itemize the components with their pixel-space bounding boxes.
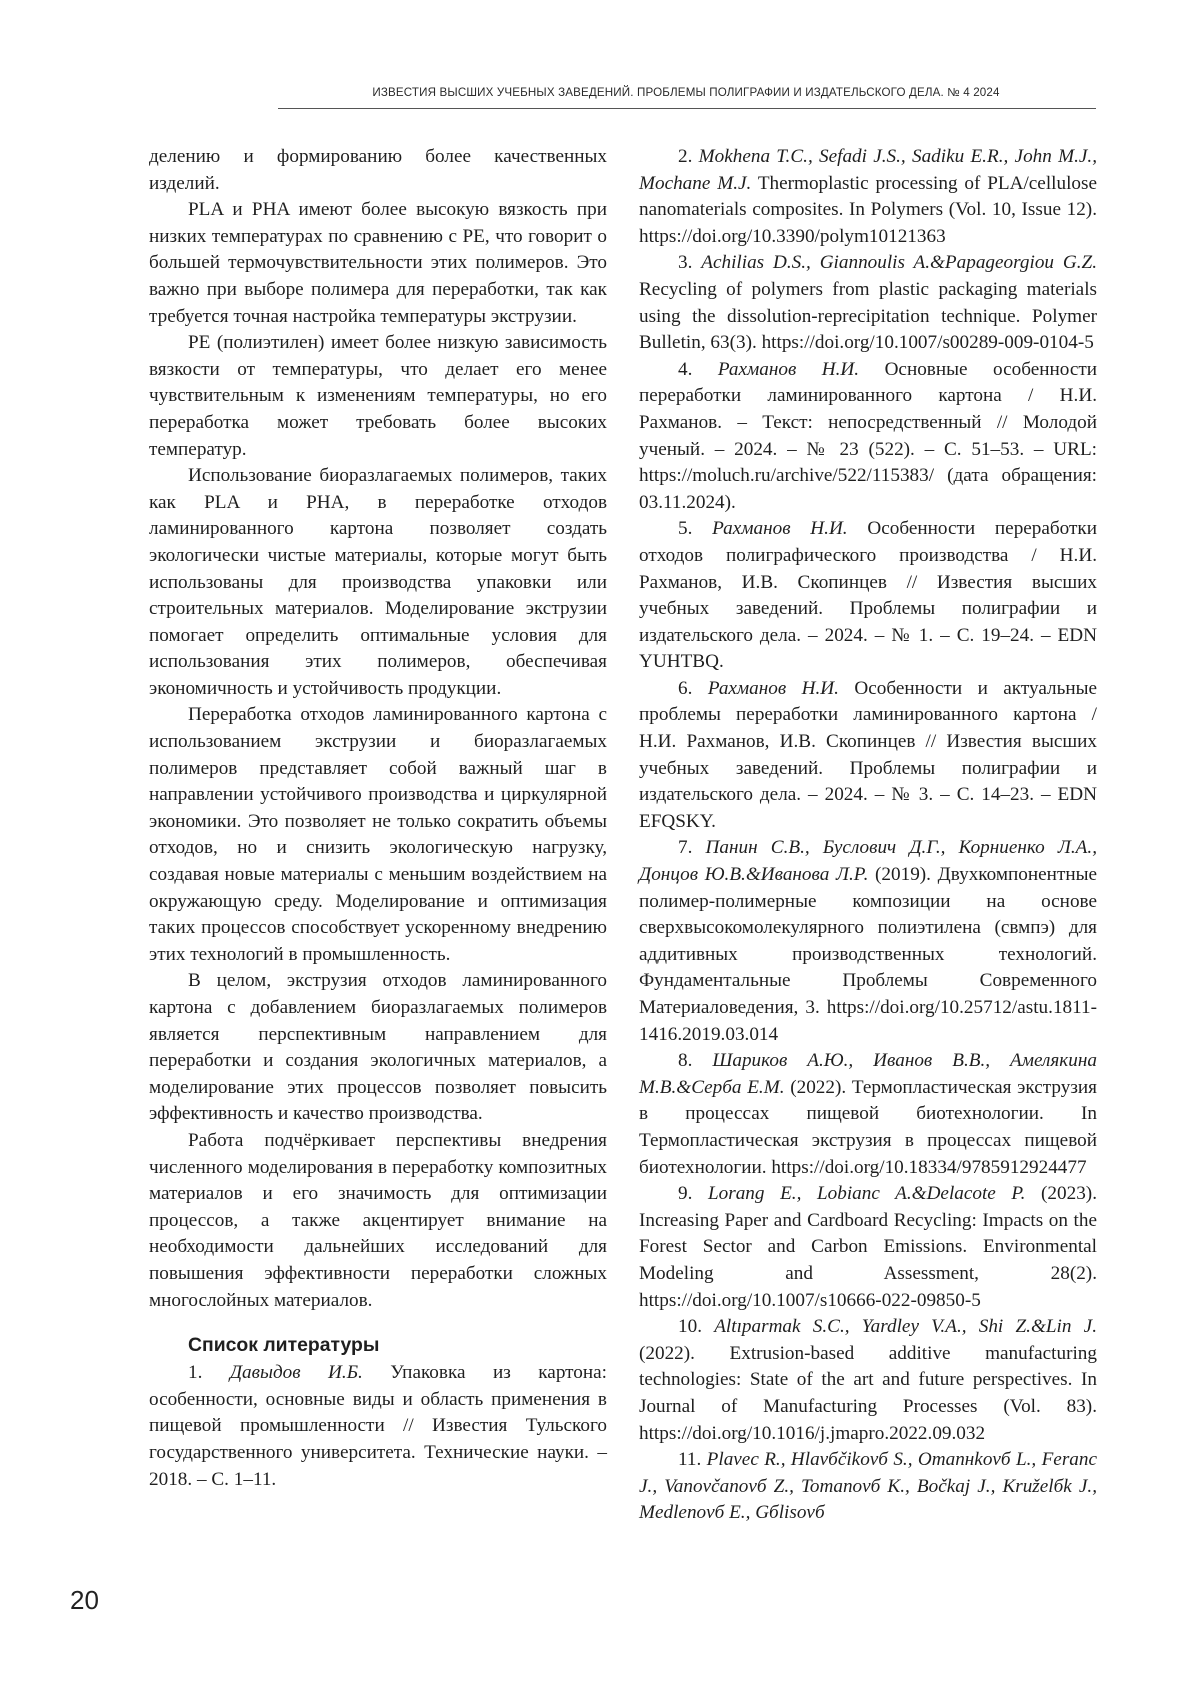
running-header: ИЗВЕСТИЯ ВЫСШИХ УЧЕБНЫХ ЗАВЕДЕНИЙ. ПРОБЛЕМЫ ПОЛИГРАФИИ И ИЗДАТЕЛЬСКОГО ДЕЛА. № 4 2024	[372, 86, 1000, 99]
page-number: 20	[70, 1585, 99, 1615]
reference-text: (2022). Extrusion-based additive manufacturing technologies: State of the art and future perspectives. In Journal of Manufacturing Processes (Vol. 83). https://doi.org/10.1016/j.jmapro.2022.09.032	[639, 1342, 1097, 1444]
left-column	[149, 144, 607, 1493]
reference-authors: Панин С.В., Буслович Д.Г., Корниенко Л.А., Донцов Ю.В.&Иванова Л.Р.	[639, 837, 1097, 886]
reference-authors: Рахманов Н.И.	[717, 358, 860, 380]
reference-authors: Mokhena T.C., Sefadi J.S., Sadiku E.R., John M.J., Mochane M.J.	[639, 146, 1098, 194]
reference-number: 9.	[678, 1183, 708, 1205]
reference-text: Thermoplastic processing of PLA/cellulose nanomaterials composites. In Polymers (Vol. 10, Issue 12). https://doi.org/10.3390/polym10121363	[639, 172, 1097, 247]
reference-item	[639, 250, 1097, 356]
right-column	[639, 144, 1097, 1527]
reference-text: Особенности переработки отходов полиграфического производства / Н.И. Рахманов, И.В. Скопинцев // Известия высших учебных заведений. Проблемы полиграфии и издательского дела. – 2024. – № 1. – С. 19–24. – EDN YUHTBQ.	[639, 518, 1097, 673]
reference-text: (2023). Increasing Paper and Cardboard Recycling: Impacts on the Forest Sector and Carbon Emissions. Environmental Modeling and Assessment, 28(2). https://doi.org/10.1007/s10666-022-09850-5	[639, 1183, 1097, 1311]
references-heading: Список литературы	[188, 1334, 380, 1357]
reference-authors: Lorang E., Lobianc A.&Delacote P.	[707, 1183, 1026, 1205]
reference-text: Особенности и актуальные проблемы переработки ламинированного картона / Н.И. Рахманов, И.В. Скопинцев // Известия высших учебных заведений. Проблемы полиграфии и издательского дела. – 2024. – № 3. – С. 14–23. – EDN EFQSKY.	[639, 677, 1098, 832]
reference-number: 11.	[678, 1449, 707, 1471]
reference-item	[149, 1360, 607, 1493]
reference-number: 10.	[678, 1316, 715, 1338]
reference-text: (2019). Двухкомпонентные полимер-полимерные композиции на основе сверхвысокомолекулярного полиэтилена (свмпэ) для аддитивных производственных технологий. Фундаментальные Проблемы Современного Материаловедения, 3. https://doi.org/10.25712/astu.1811-1416.2019.03.014	[639, 864, 1098, 1045]
reference-number: 6.	[678, 677, 708, 699]
reference-text: Упаковка из картона: особенности, основные виды и область применения в пищевой промышленности // Известия Тульского государственного университета. Технические науки. – 2018. – С. 1–11.	[149, 1362, 607, 1490]
reference-text: Recycling of polymers from plastic packaging materials using the dissolution-reprecipitation technique. Polymer Bulletin, 63(3). https://doi.org/10.1007/s00289-009-0104-5	[639, 278, 1097, 354]
reference-item	[639, 144, 1097, 250]
body-paragraph: В целом, экструзия отходов ламинированного картона с добавлением биоразлагаемых полимеров является перспективным направлением для переработки и создания экологичных материалов, а моделирование этих процессов позволяет повысить эффективность и качество производства.	[149, 970, 607, 1125]
reference-authors: Давыдов И.Б.	[229, 1362, 363, 1384]
reference-item	[639, 516, 1097, 676]
reference-authors: Рахманов Н.И.	[712, 518, 848, 540]
reference-number: 4.	[678, 358, 718, 380]
reference-number: 3.	[678, 252, 702, 274]
reference-text: (2022). Термопластическая экструзия в процессах пищевой биотехнологии. In Термопластическая экструзия в процессах пищевой биотехнологии. https://doi.org/10.18334/9785912924477	[639, 1076, 1097, 1178]
reference-item	[639, 835, 1097, 1048]
reference-number: 7.	[678, 837, 706, 859]
reference-item	[639, 1314, 1097, 1447]
body-paragraph: PE (полиэтилен) имеет более низкую зависимость вязкости от температуры, что делает его менее чувствительным к изменениям температуры, но его переработка может требовать более высоких температур.	[149, 332, 607, 460]
reference-authors: Plavec R., Hlavбčikovб S., Omanнkovб L., Feranc J., Vanovčanovб Z., Tomanovб K., Bočkaj J., Kruželбk J., Medlenovб E., Gбlisovб	[639, 1449, 1097, 1524]
reference-number: 2.	[678, 146, 699, 167]
reference-authors: Altıparmak S.C., Yardley V.A., Shi Z.&Lin J.	[714, 1316, 1097, 1338]
body-paragraph: Использование биоразлагаемых полимеров, таких как PLA и PHA, в переработке отходов ламинированного картона позволяет создать экологически чистые материалы, которые могут быть использованы для производства упаковки или строительных материалов. Моделирование экструзии помогает определить оптимальные условия для использования этих полимеров, обеспечивая экономичность и устойчивость продукции.	[149, 465, 607, 699]
reference-item	[639, 357, 1097, 517]
reference-item	[639, 1048, 1097, 1181]
reference-number: 5.	[678, 518, 713, 540]
reference-item	[639, 1181, 1097, 1314]
body-paragraph: PLA и PHA имеют более высокую вязкость при низких температурах по сравнению с PE, что говорит о большей термочувствительности этих полимеров. Это важно при выборе полимера для переработки, так как требуется точная настройка температуры экструзии.	[149, 199, 607, 327]
reference-authors: Рахманов Н.И.	[707, 677, 839, 699]
reference-item	[639, 676, 1097, 836]
body-paragraph: Работа подчёркивает перспективы внедрения численного моделирования в переработку композитных материалов и его значимость для оптимизации процессов, а также акцентирует внимание на необходимости дальнейших исследований для повышения эффективности переработки сложных многослойных материалов.	[149, 1129, 607, 1311]
reference-number: 1.	[188, 1362, 230, 1384]
reference-authors: Achilias D.S., Giannoulis A.&Papageorgiou G.Z.	[701, 252, 1097, 274]
body-paragraph: делению и формированию более качественных изделий.	[149, 146, 607, 194]
reference-authors: Шариков А.Ю., Иванов В.В., Амелякина М.В.&Серба Е.М.	[639, 1050, 1097, 1098]
body-paragraph: Переработка отходов ламинированного картона с использованием экструзии и биоразлагаемых полимеров представляет собой важный шаг в направлении устойчивого производства и циркулярной экономики. Это позволяет не только сократить объемы отходов, но и снизить экологическую нагрузку, создавая новые материалы с меньшим воздействием на окружающую среду. Моделирование и оптимизация таких процессов способствует ускоренному внедрению этих технологий в промышленность.	[149, 704, 607, 965]
reference-number: 8.	[678, 1050, 713, 1072]
reference-item	[639, 1447, 1097, 1527]
reference-text: Основные особенности переработки ламинированного картона / Н.И. Рахманов. – Текст: непосредственный // Молодой ученый. – 2024. – № 23 (522). – С. 51–53. – URL: https://moluch.ru/archive/522/115383/ (дата обращения: 03.11.2024).	[639, 358, 1098, 513]
header-divider	[278, 108, 1096, 109]
